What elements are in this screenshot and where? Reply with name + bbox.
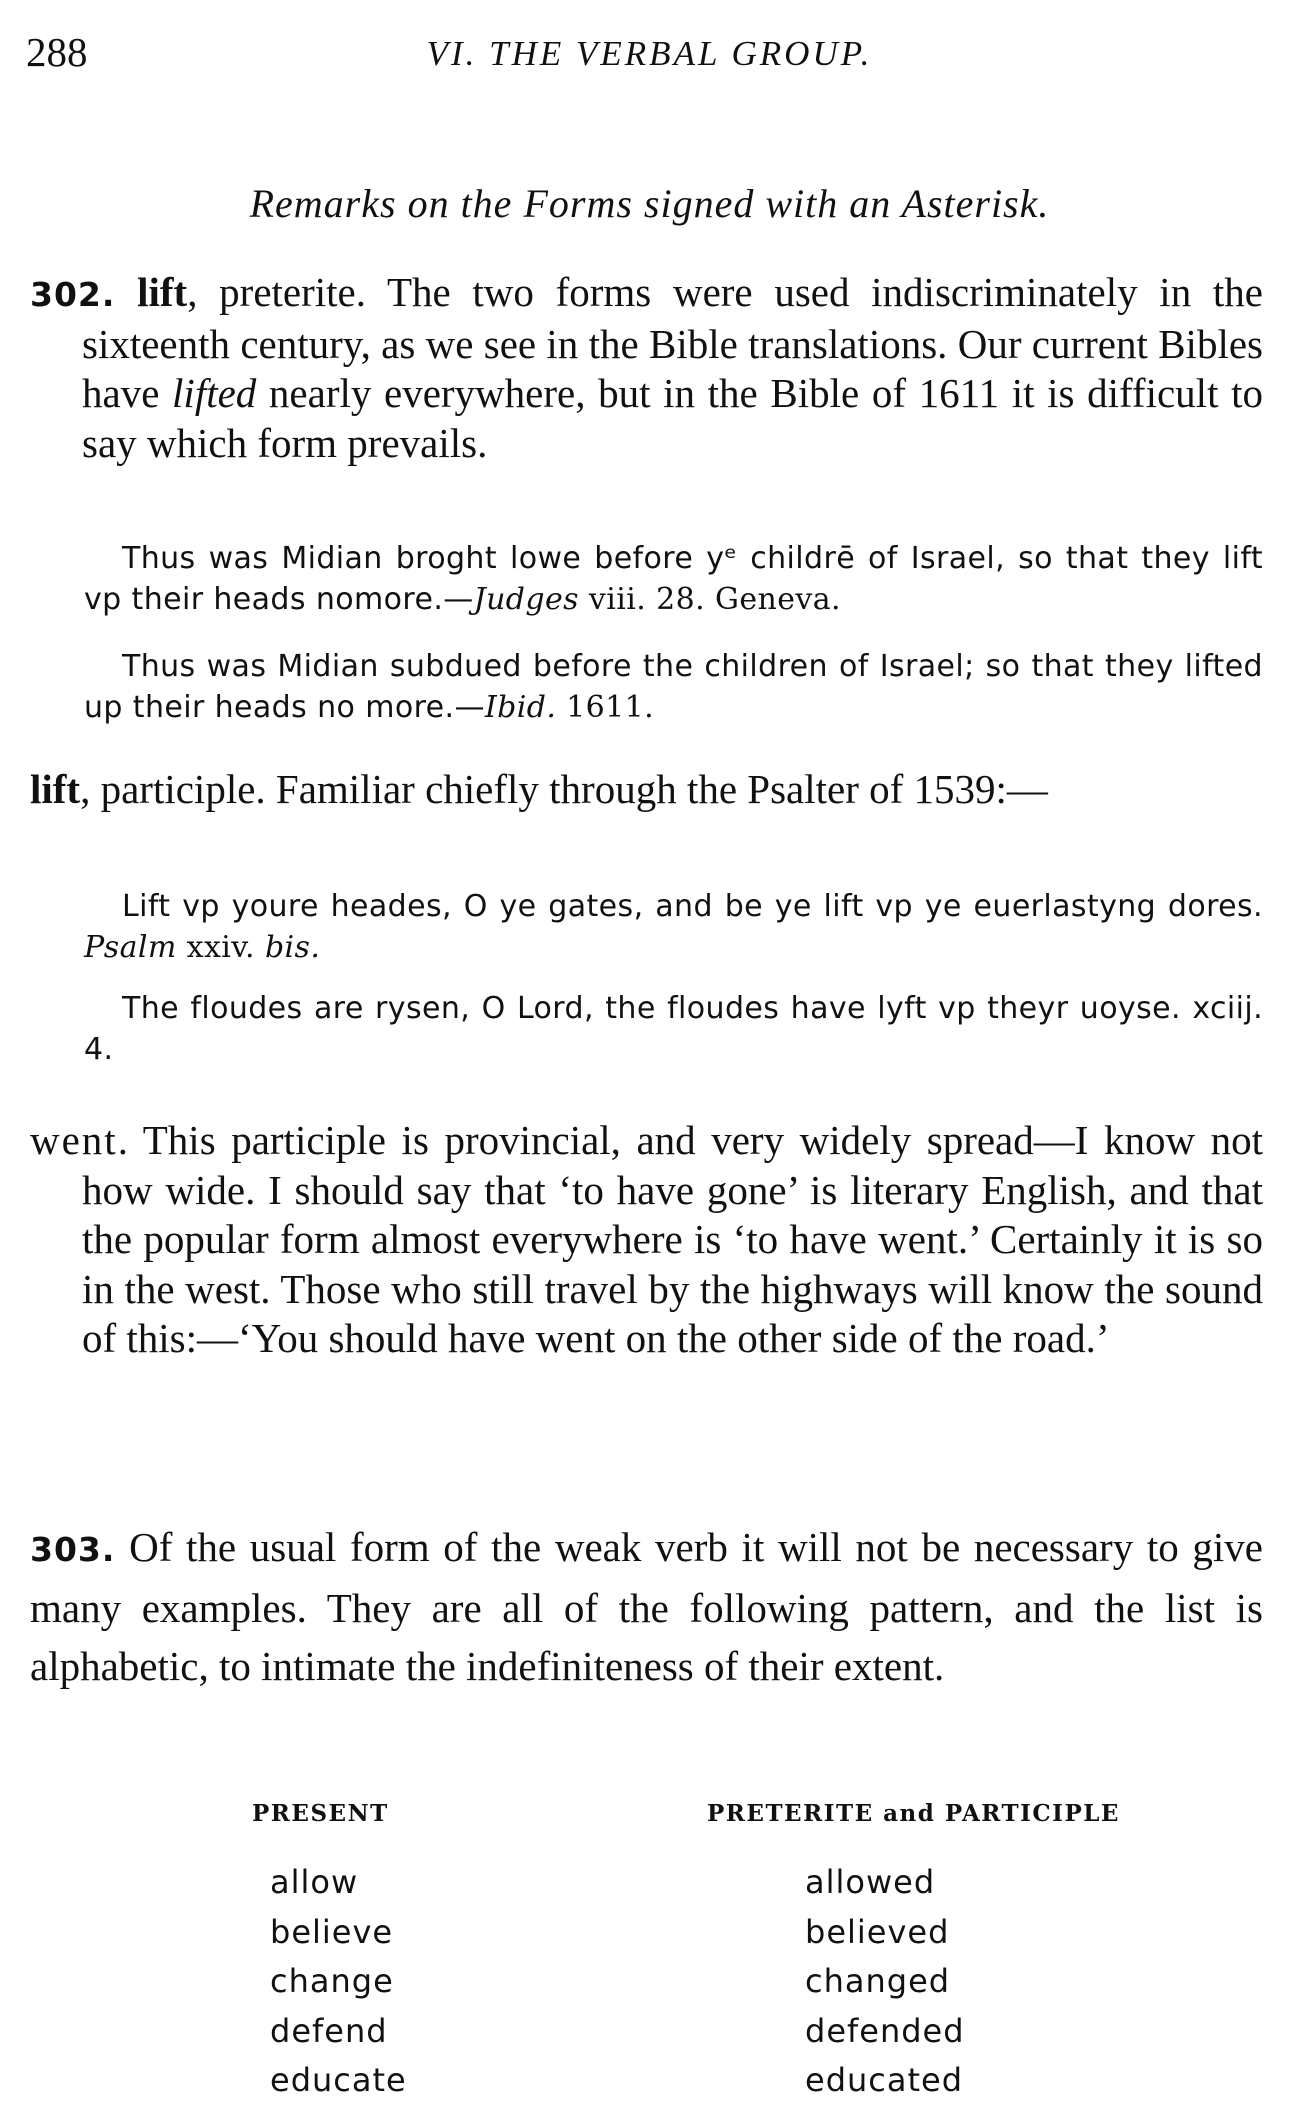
preterite-column [805,1858,965,2106]
running-title: VI. THE VERBAL GROUP. [426,34,873,73]
entry-paragraph [30,765,1263,815]
quotation-psalm-93 [84,988,1263,1070]
entry-text: , preterite. The two forms were used indiscriminately in the sixteenth century, as we see in the Bible translations. Our current Bibles have [82,269,1263,416]
section-number: 303. [30,1530,116,1569]
entry-302-lift-preterite [30,268,1263,468]
preterite-form: changed [805,1962,951,2000]
section-number: 302. [30,275,116,314]
present-form: believe [270,1912,394,1951]
quote-reference: xxiv. [176,930,265,965]
quotation-text [84,646,1263,728]
quote-source: Psalm [84,930,177,965]
column-header-present: PRESENT [252,1800,389,1827]
headword: lift [30,766,81,812]
present-form: allow [270,1863,359,1901]
preterite-form: allowed [805,1863,936,1901]
quotation-1611 [84,646,1263,728]
quotation-psalm-24 [84,886,1263,968]
entry-paragraph [30,1116,1263,1364]
column-header-preterite: PRETERITE and PARTICIPLE [707,1800,1120,1827]
entry-paragraph [30,268,1263,468]
entry-lift-participle [30,765,1263,815]
section-subheading: Remarks on the Forms signed with an Asterisk. [249,181,1050,226]
headword: lift [137,269,188,315]
entry-text: . This participle is provincial, and very widely spread—I know not how wide. I should say that ‘to have gone’ is literary English, and that the popular form almost everywhere is ‘to have went.’ Certainly it is so in the west. Those who still travel by the highways will know the sound of this:—‘You should have went on the other side of the road.’ [82,1117,1263,1361]
entry-went [30,1116,1263,1364]
quote-reference-italic: bis. [264,930,321,965]
preterite-form: defended [805,2011,965,2050]
present-form: change [270,1962,394,2000]
quotation-text [84,538,1263,620]
quote-reference: 1611. [556,690,655,725]
quote-body: Thus was Midian broght lowe before yᵉ childrē of Israel, so that they lift vp their heads nomore.— [84,541,1263,617]
quote-source: Ibid. [484,690,557,725]
paragraph-text: Of the usual form of the weak verb it will not be necessary to give many examples. They are all of the following pattern, and the list is alphabetic, to intimate the indefiniteness of their extent. [30,1524,1263,1689]
quotation-text [84,886,1263,968]
present-column [270,1858,407,2106]
entry-text: , participle. Familiar chiefly through the Psalter of 1539:— [80,766,1048,812]
running-header [26,28,1273,84]
preterite-form: educated [805,2061,964,2099]
quotation-geneva [84,538,1263,620]
paragraph-303 [30,1518,1263,1695]
quote-reference: viii. 28. Geneva. [578,582,841,617]
headword: went [30,1117,118,1163]
present-form: educate [270,2061,407,2099]
entry-text: nearly everywhere, but in the Bible of 1611 it is difficult to say which form prevails. [82,370,1263,466]
quote-body: Lift vp youre heades, O ye gates, and be ye lift vp ye euerlastyng dores. [122,889,1263,924]
present-form: defend [270,2011,388,2050]
quotation-text: The floudes are rysen, O Lord, the floudes have lyft vp theyr uoyse. xciij. 4. [84,991,1263,1067]
page-number: 288 [26,29,88,75]
quote-body: Thus was Midian subdued before the children of Israel; so that they lifted up their heads no more.— [84,649,1263,725]
preterite-form: believed [805,1912,950,1951]
quote-source: Judges [473,582,579,617]
italic-word: lifted [172,370,257,416]
